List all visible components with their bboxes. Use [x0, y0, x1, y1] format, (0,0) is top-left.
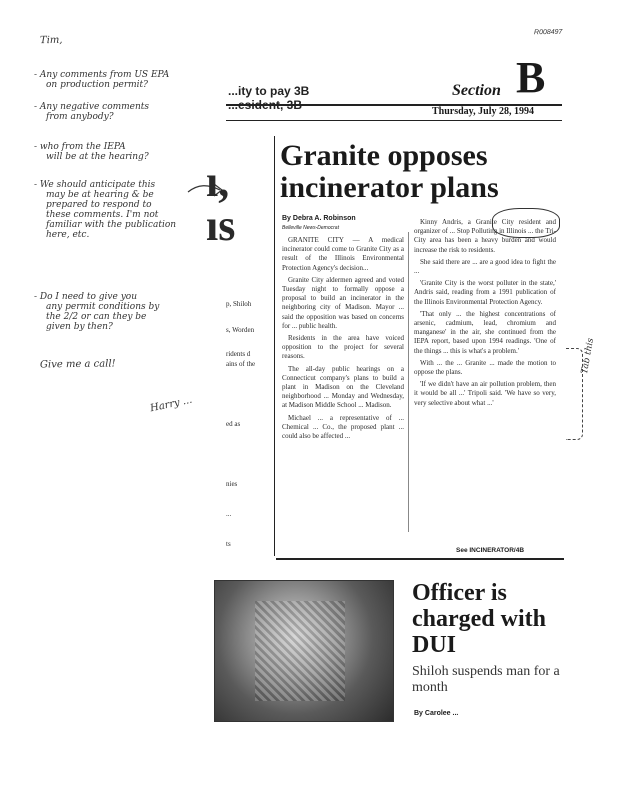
adjacent-fragment: ridents d	[226, 350, 251, 358]
handwritten-signature: Harry ...	[149, 394, 194, 415]
news-photo	[214, 580, 394, 722]
adjacent-fragment: nies	[226, 480, 238, 488]
handwritten-line: from anybody?	[46, 112, 114, 122]
second-subhead: Shiloh suspends man for a month	[412, 664, 560, 695]
handwritten-line: the 2/2 or can they be	[46, 312, 147, 322]
paragraph: The all-day public hearings on a Connecticut company's plans to build a plant in Madison on the Cleveland neighborhood ... Monday and Wednesday, at Madison Middle School ... Madison.	[282, 364, 404, 410]
second-headline: Officer is charged with DUI	[412, 580, 546, 658]
article-column-1	[282, 236, 404, 528]
adjacent-fragment: ed as	[226, 420, 241, 428]
adjacent-fragment: p, Shiloh	[226, 300, 252, 308]
paragraph: She said there are ... are a good idea to fight the ...	[414, 257, 556, 276]
adjacent-headline-fragment: ı, ıs	[206, 157, 236, 250]
paragraph: 'If we didn't have an air pollution problem, then it would be all ...' Tripoli said. 'We have so very, very selective about what ...'	[414, 380, 556, 407]
adjacent-fragment: ains of the	[226, 360, 256, 368]
adjacent-fragment: ...	[226, 510, 232, 518]
handwritten-bullet-1	[34, 70, 204, 90]
article-byline: By Debra A. Robinson	[282, 215, 356, 222]
handwritten-line: - Any comments from US EPA	[34, 70, 170, 80]
handwritten-line: may be at hearing & be	[46, 190, 154, 200]
paragraph: Granite City aldermen agreed and voted Tuesday night to formally oppose a proposal to build an incinerator in the neighboring city of Madison. Mayor ... said the opposition was based on concerns for ... public health.	[282, 275, 404, 330]
masthead-index	[228, 84, 309, 112]
paragraph: Kinny Andris, a Granite City resident and organizer of ... Stop Polluting in Illinois ... the Tri-City area has been a heavy burden and would increase the risk to residents.	[414, 218, 556, 254]
paragraph: With ... the ... Granite ... made the motion to oppose the plans.	[414, 358, 556, 377]
handwritten-bullet-4	[34, 180, 204, 240]
handwritten-line: familiar with the publication	[46, 220, 177, 230]
article-headline: Granite opposes incinerator plans	[280, 139, 499, 204]
paragraph: 'That only ... the highest concentrations of arsenic, cadmium, lead, chromium and manganese' in the air, she continued from the IEPA report, based upon 1994 readings. 'One of the things ... this is what's a problem.'	[414, 309, 556, 355]
handwritten-line: these comments. I'm not	[46, 210, 159, 220]
section-letter: B	[516, 53, 546, 102]
article-jump-line: See INCINERATOR/4B	[456, 547, 525, 554]
second-byline: By Carolee ...	[414, 710, 459, 717]
handwritten-line: - Any negative comments	[34, 102, 150, 112]
adjacent-fragment: s, Worden	[226, 326, 255, 334]
handwritten-line: - Do I need to give you	[34, 292, 137, 302]
handwritten-line: on production permit?	[46, 80, 148, 90]
handwritten-closing: Give me a call!	[39, 358, 116, 371]
date-rule	[226, 120, 562, 121]
article-border-left	[274, 136, 275, 556]
article-byline-credit: Belleville News-Democrat	[282, 225, 339, 231]
handwritten-line: prepared to respond to	[46, 200, 152, 210]
section-label: Section	[452, 82, 501, 99]
hand-bracket-mark	[566, 348, 583, 440]
index-line: ...ity to pay 3B	[228, 84, 310, 98]
article-bottom-rule	[276, 558, 564, 560]
handwritten-side-note: Tab this	[579, 337, 597, 375]
handwritten-line: - who from the IEPA	[34, 142, 126, 152]
dateline: Thursday, July 28, 1994	[432, 106, 534, 117]
handwritten-bullet-3	[34, 142, 204, 162]
hand-circle-mark	[492, 208, 560, 238]
adjacent-fragment: ts	[226, 540, 231, 548]
handwritten-line: any permit conditions by	[46, 302, 160, 312]
column-divider	[408, 232, 409, 532]
handwritten-line: - We should anticipate this	[34, 180, 156, 190]
article-column-2	[414, 218, 556, 528]
handwritten-line: will be at the hearing?	[46, 152, 149, 162]
paragraph: Residents in the area have voiced opposition to the project for several reasons.	[282, 334, 404, 361]
handwritten-line: here, etc.	[46, 230, 90, 240]
handwritten-greeting: Tim,	[39, 34, 63, 47]
handwritten-bullet-2	[34, 102, 204, 122]
handwritten-line: given by then?	[46, 322, 113, 332]
handwritten-bullet-5	[34, 292, 204, 332]
page-id: R008497	[533, 28, 563, 37]
paragraph: GRANITE CITY — A medical incinerator could come to Granite City as a result of the Illinois Environmental Protection Agency's decision...	[282, 236, 404, 272]
paragraph: Michael ... a representative of ... Chemical ... Co., the proposed plant ... could also be affected ...	[282, 413, 404, 441]
paragraph: 'Granite City is the worst polluter in the state,' Andris said, reading from a 1991 publication of the Illinois Environmental Protection Agency.	[414, 279, 556, 306]
